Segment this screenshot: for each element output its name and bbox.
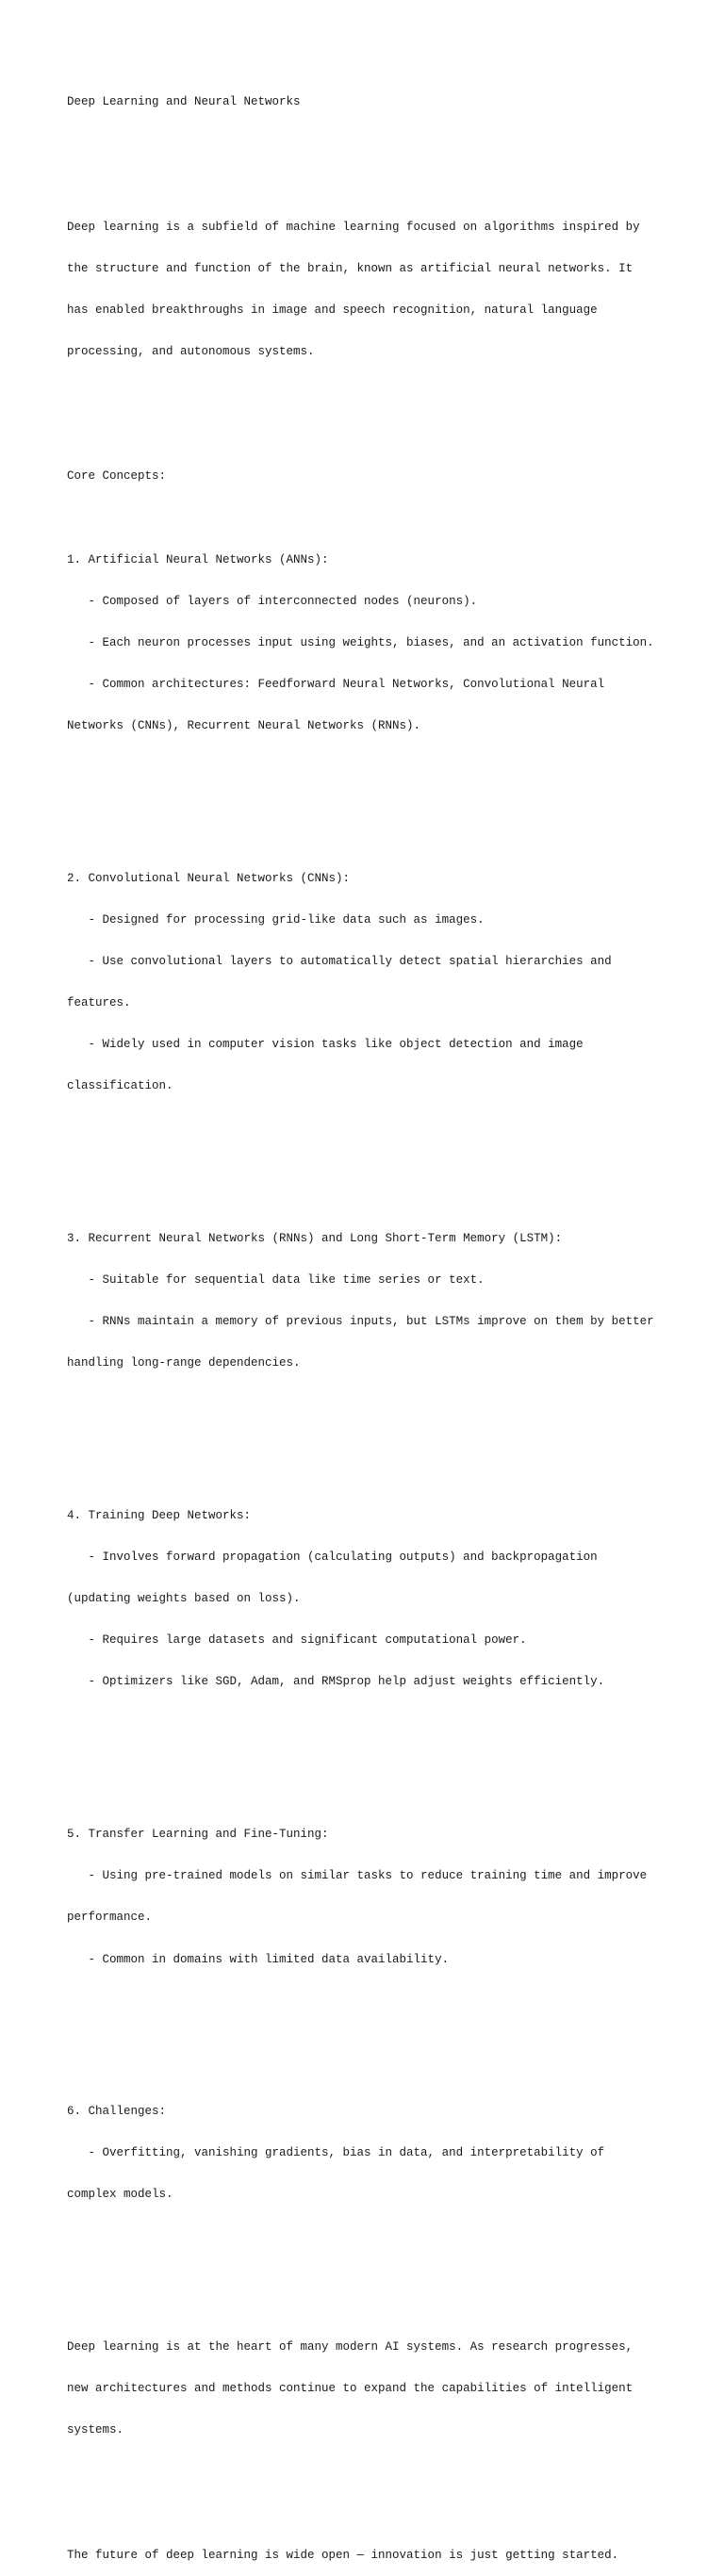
section-line: features. — [67, 996, 131, 1010]
section-line: - Common in domains with limited data availability. — [67, 1952, 450, 1966]
spacer — [67, 138, 670, 152]
section-line: 2. Convolutional Neural Networks (CNNs): — [67, 871, 351, 885]
section-line: - Widely used in computer vision tasks like object detection and image — [67, 1038, 584, 1052]
spacer — [67, 789, 670, 803]
section-line: - Use convolutional layers to automatically detect spatial hierarchies and — [67, 954, 612, 968]
section-line: - Requires large datasets and significant computational power. — [67, 1633, 527, 1648]
section-line: - Designed for processing grid-like data such as images. — [67, 912, 485, 927]
document-page — [67, 68, 670, 2576]
closing-line: The future of deep learning is wide open — innovation is just getting started. — [67, 2548, 619, 2562]
section-line: 6. Challenges: — [67, 2105, 167, 2119]
spacer — [67, 2493, 670, 2507]
spacer — [67, 2257, 670, 2272]
section-line: - Composed of layers of interconnected nodes (neurons). — [67, 594, 478, 608]
section-rnns — [67, 1205, 670, 1399]
conclusion-paragraph — [67, 2313, 670, 2466]
section-line: - Overfitting, vanishing gradients, bias in data, and interpretability of — [67, 2146, 605, 2160]
section-line: - Each neuron processes input using weights, biases, and an activation function. — [67, 635, 654, 649]
section-line: - Common architectures: Feedforward Neural Networks, Convolutional Neural — [67, 677, 605, 691]
section-line: complex models. — [67, 2188, 173, 2202]
spacer — [67, 1149, 670, 1163]
section-line: - Optimizers like SGD, Adam, and RMSprop help adjust weights efficiently. — [67, 1675, 605, 1689]
conclusion-line: systems. — [67, 2423, 124, 2437]
section-line: (updating weights based on loss). — [67, 1592, 301, 1606]
intro-line: has enabled breakthroughs in image and speech recognition, natural language — [67, 303, 598, 317]
section-line: 5. Transfer Learning and Fine-Tuning: — [67, 1828, 329, 1842]
intro-paragraph — [67, 192, 670, 386]
section-line: 3. Recurrent Neural Networks (RNNs) and Long Short-Term Memory (LSTM): — [67, 1232, 563, 1245]
section-cnns — [67, 844, 670, 1121]
spacer — [67, 415, 670, 429]
section-training — [67, 1482, 670, 1717]
section-line: - Suitable for sequential data like time series or text. — [67, 1273, 485, 1288]
conclusion-line: Deep learning is at the heart of many modern AI systems. As research progresses, — [67, 2340, 634, 2354]
section-challenges — [67, 2077, 670, 2230]
section-anns — [67, 525, 670, 761]
section-line: - RNNs maintain a memory of previous inputs, but LSTMs improve on them by better — [67, 1315, 654, 1329]
section-line: performance. — [67, 1911, 153, 1925]
conclusion-line: new architectures and methods continue to expand the capabilities of intelligent — [67, 2382, 634, 2396]
spacer — [67, 1745, 670, 1759]
section-line: - Using pre-trained models on similar tasks to reduce training time and improve — [67, 1869, 648, 1883]
section-line: classification. — [67, 1079, 173, 1093]
spacer — [67, 1426, 670, 1440]
section-line: handling long-range dependencies. — [67, 1356, 301, 1370]
section-transfer-learning — [67, 1800, 670, 1994]
section-line: 4. Training Deep Networks: — [67, 1509, 252, 1523]
spacer — [67, 2022, 670, 2036]
document-title: Deep Learning and Neural Networks — [67, 95, 301, 109]
section-line: - Involves forward propagation (calculating outputs) and backpropagation — [67, 1551, 598, 1565]
core-concepts-heading: Core Concepts: — [67, 469, 167, 484]
intro-line: the structure and function of the brain, known as artificial neural networks. It — [67, 261, 634, 275]
section-line: Networks (CNNs), Recurrent Neural Networks (RNNs). — [67, 719, 421, 733]
intro-line: processing, and autonomous systems. — [67, 345, 315, 359]
section-line: 1. Artificial Neural Networks (ANNs): — [67, 552, 329, 566]
intro-line: Deep learning is a subfield of machine learning focused on algorithms inspired by — [67, 220, 640, 234]
